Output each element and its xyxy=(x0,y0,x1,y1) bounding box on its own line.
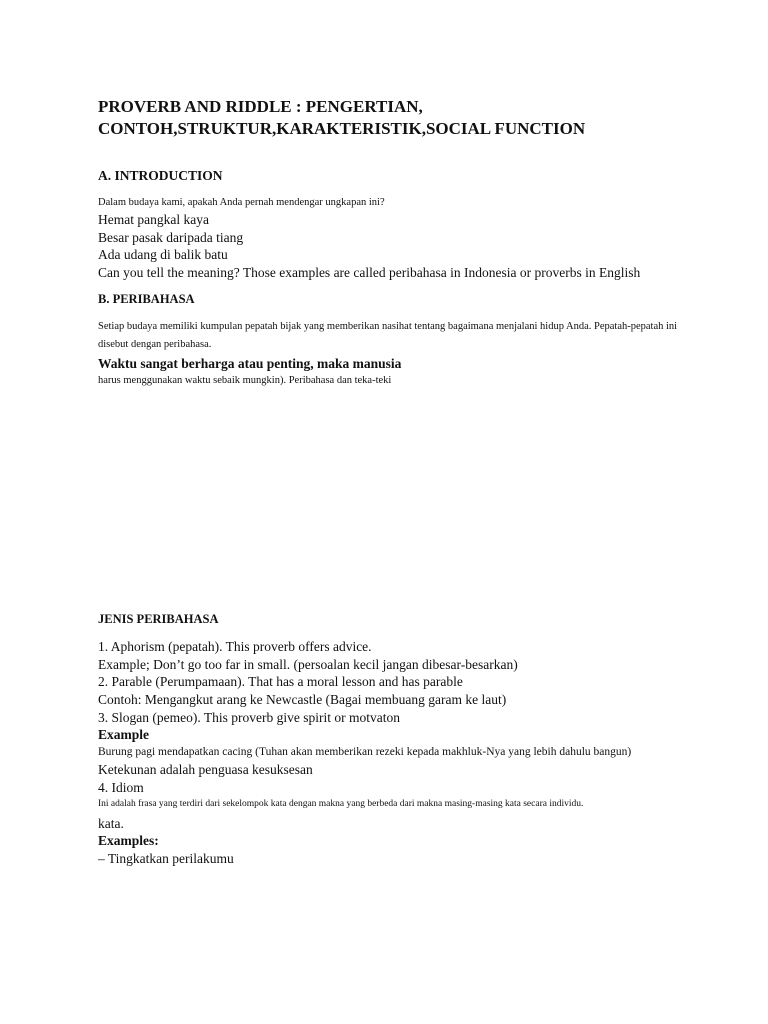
jenis-line-12-examples-label: Examples: xyxy=(98,833,159,848)
jenis-line-8: Ketekunan adalah penguasa kesuksesan xyxy=(98,762,313,777)
section-heading-peribahasa: B. PERIBAHASA xyxy=(98,292,195,306)
intro-example-3: Ada udang di balik batu xyxy=(98,247,228,262)
peribahasa-bold-line: Waktu sangat berharga atau penting, maka manusia xyxy=(98,356,402,371)
peribahasa-para-line-1: Setiap budaya memiliki kumpulan pepatah bijak yang memberikan nasihat tentang bagaimana menjalani hidup Anda. Pepatah-pepatah ini xyxy=(98,321,678,332)
jenis-line-10: Ini adalah frasa yang terdiri dari sekelompok kata dengan makna yang berbeda dari makna masing-masing kata secara individu. xyxy=(98,799,584,809)
jenis-line-7: Burung pagi mendapatkan cacing (Tuhan akan memberikan rezeki kepada makhluk-Nya yang lebih dahulu bangun) xyxy=(98,746,632,758)
jenis-line-6-example-label: Example xyxy=(98,727,150,742)
doc-title-line-2: CONTOH,STRUKTUR,KARAKTERISTIK,SOCIAL FUNCTION xyxy=(98,119,586,138)
jenis-line-1: 1. Aphorism (pepatah). This proverb offers advice. xyxy=(98,639,372,654)
jenis-line-4: Contoh: Mengangkut arang ke Newcastle (Bagai membuang garam ke laut) xyxy=(98,692,507,707)
jenis-line-13: – Tingkatkan perilakumu xyxy=(98,851,234,866)
section-heading-introduction: A. INTRODUCTION xyxy=(98,168,223,183)
intro-question: Dalam budaya kami, apakah Anda pernah mendengar ungkapan ini? xyxy=(98,197,385,208)
intro-example-2: Besar pasak daripada tiang xyxy=(98,230,244,245)
doc-title-line-1: PROVERB AND RIDDLE : PENGERTIAN, xyxy=(98,97,423,116)
intro-example-1: Hemat pangkal kaya xyxy=(98,212,209,227)
jenis-line-3: 2. Parable (Perumpamaan). That has a moral lesson and has parable xyxy=(98,674,463,689)
jenis-line-5: 3. Slogan (pemeo). This proverb give spirit or motvaton xyxy=(98,710,400,725)
jenis-line-2: Example; Don’t go too far in small. (persoalan kecil jangan dibesar-besarkan) xyxy=(98,657,518,672)
peribahasa-para-line-2: disebut dengan peribahasa. xyxy=(98,339,212,350)
peribahasa-after-line: harus menggunakan waktu sebaik mungkin). Peribahasa dan teka-teki xyxy=(98,375,392,386)
jenis-line-11: kata. xyxy=(98,816,124,831)
jenis-line-9: 4. Idiom xyxy=(98,780,144,795)
intro-closing: Can you tell the meaning? Those examples are called peribahasa in Indonesia or proverbs in English xyxy=(98,265,641,280)
section-heading-jenis: JENIS PERIBAHASA xyxy=(98,612,219,626)
